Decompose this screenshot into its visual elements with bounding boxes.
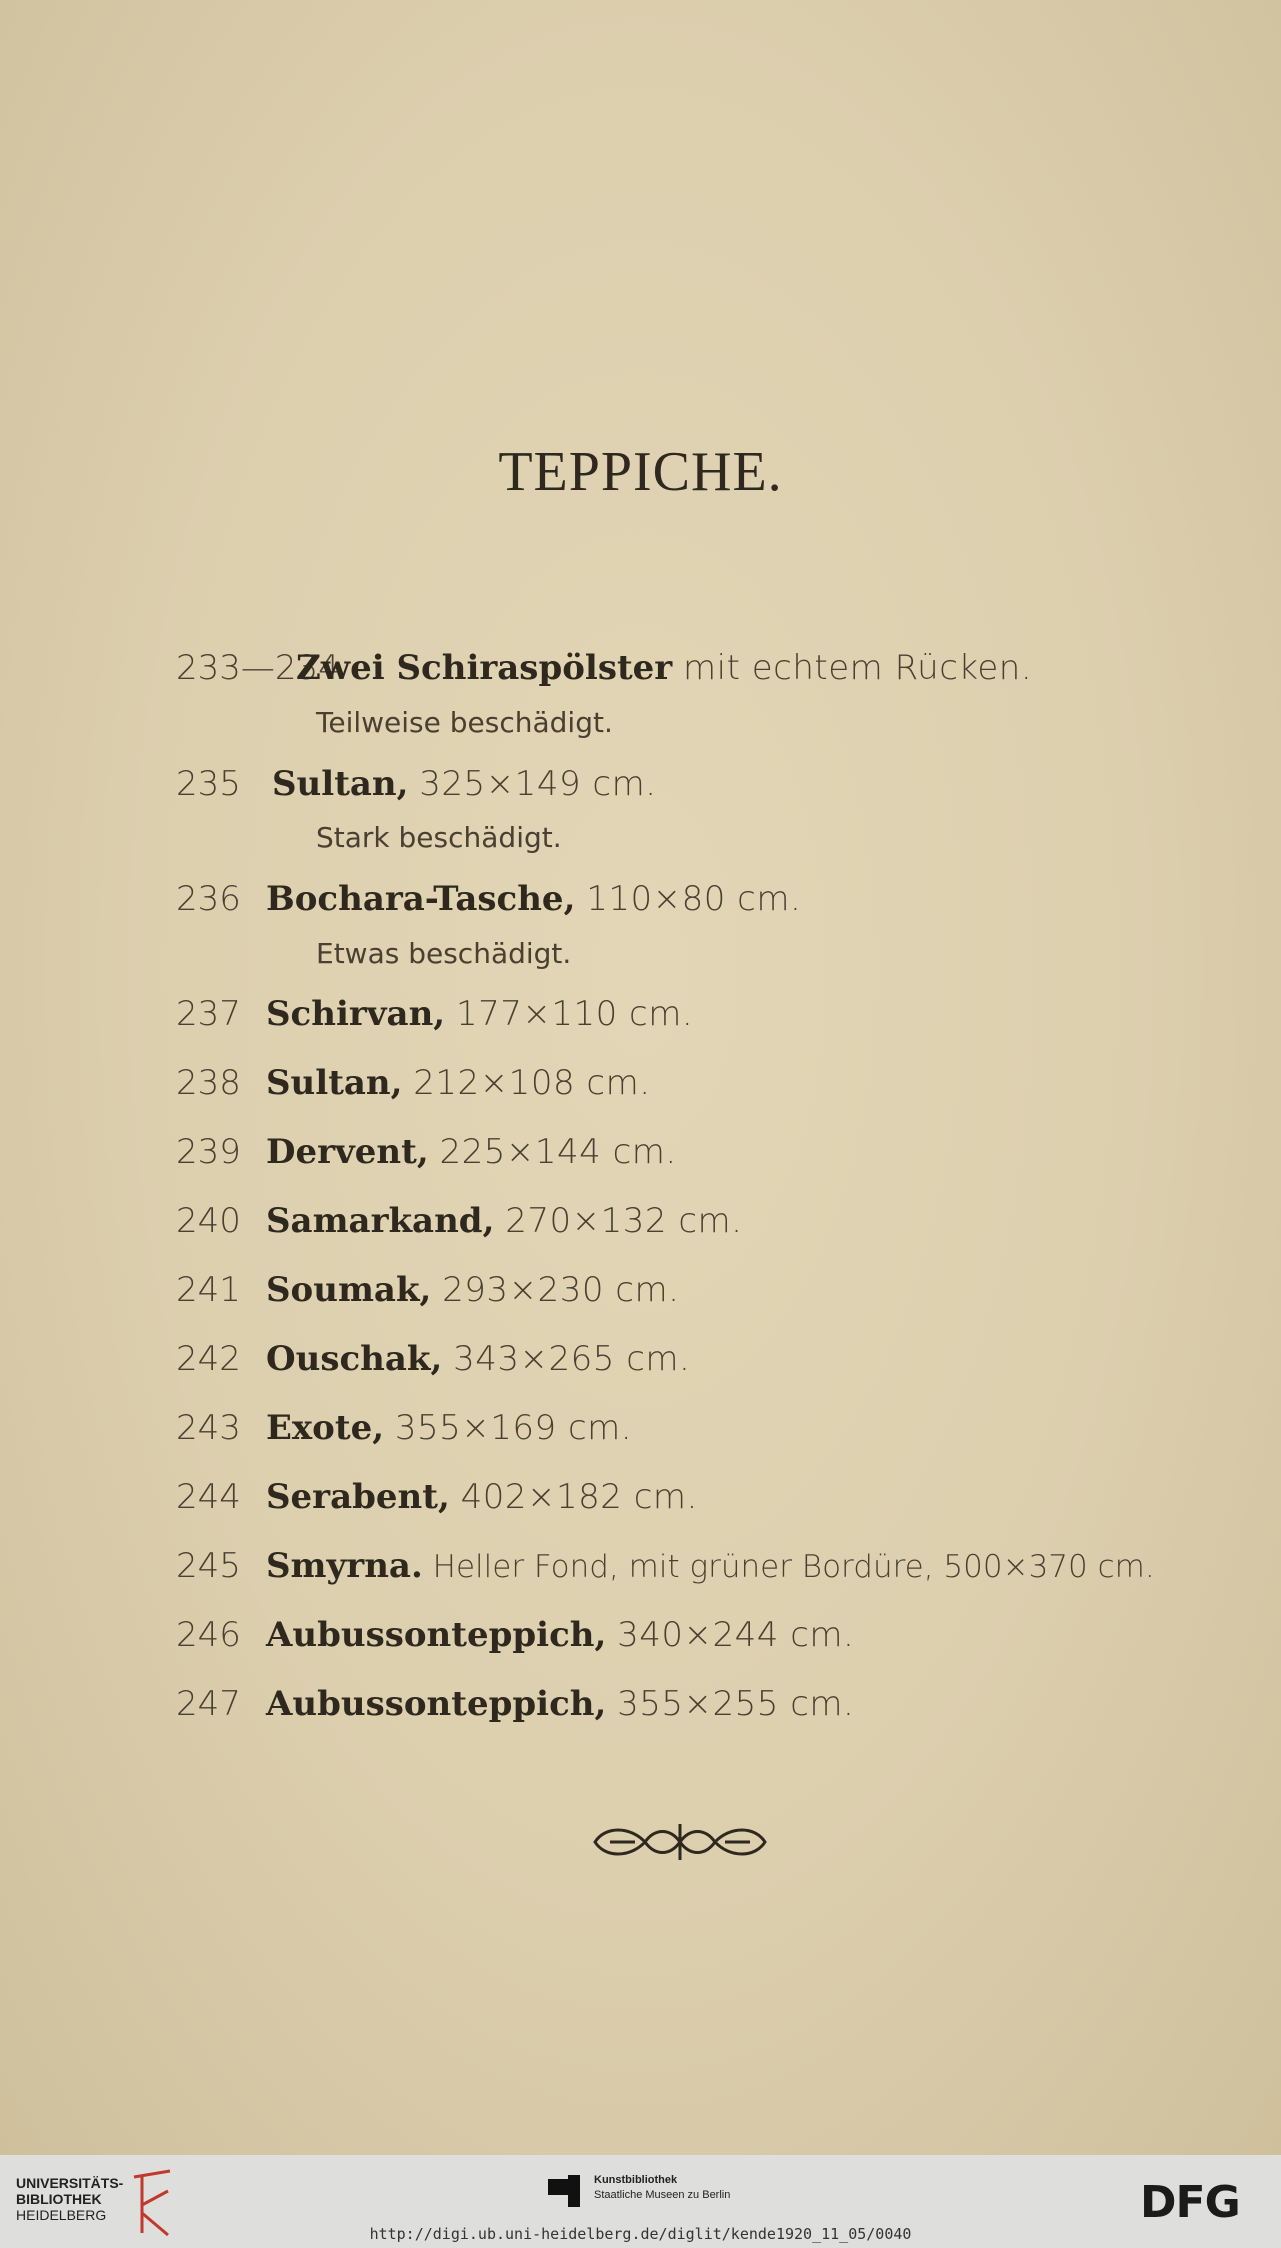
dfg-logo[interactable]: DFG <box>1140 2177 1240 2228</box>
page-title: TEPPICHE. <box>498 441 783 503</box>
lot-name: Smyrna. <box>266 1546 423 1586</box>
list-item <box>176 994 693 1034</box>
lot-number: 236 <box>176 879 241 919</box>
list-item <box>176 879 801 919</box>
lot-number: 235 <box>176 764 241 804</box>
lot-details: 355×169 cm. <box>394 1408 633 1448</box>
list-item <box>176 1615 854 1655</box>
lot-name: Exote, <box>266 1408 385 1448</box>
lot-number: 241 <box>176 1270 241 1310</box>
list-item <box>176 1684 854 1724</box>
list-item <box>176 1270 679 1310</box>
lot-name: Aubussonteppich, <box>266 1615 607 1655</box>
lot-details: 225×144 cm. <box>439 1132 677 1172</box>
lot-name: Bochara-Tasche, <box>266 879 576 919</box>
ub-line2: BIBLIOTHEK <box>16 2191 102 2207</box>
lot-note: Teilweise beschädigt. <box>316 706 613 739</box>
page-url[interactable]: http://digi.ub.uni-heidelberg.de/diglit/kende1920_11_05/0040 <box>369 2225 912 2243</box>
lot-details: 270×132 cm. <box>505 1201 743 1241</box>
lot-details: mit echtem Rücken. <box>683 648 1033 688</box>
ub-line3: HEIDELBERG <box>16 2207 107 2223</box>
lot-note: Stark beschädigt. <box>316 821 562 854</box>
kunstbibliothek-icon <box>546 2175 582 2207</box>
lot-name: Zwei Schiraspölster <box>296 648 673 688</box>
lot-number: 246 <box>176 1615 241 1655</box>
lot-details: 325×149 cm. <box>419 764 657 804</box>
lot-details: 340×244 cm. <box>617 1615 855 1655</box>
ub-heidelberg-logo[interactable] <box>16 2175 123 2223</box>
lot-number: 240 <box>176 1201 241 1241</box>
lot-number: 244 <box>176 1477 241 1517</box>
lot-name: Samarkand, <box>266 1201 495 1241</box>
lot-number: 242 <box>176 1339 241 1379</box>
lot-details: 212×108 cm. <box>413 1063 651 1103</box>
lot-name: Schirvan, <box>266 994 446 1034</box>
list-item <box>176 1408 632 1448</box>
lot-name: Ouschak, <box>266 1339 443 1379</box>
lot-details: Heller Fond, mit grüner Bordüre, 500×370 cm. <box>432 1549 1155 1585</box>
lot-number: 233—234 <box>176 648 340 688</box>
lot-number: 243 <box>176 1408 241 1448</box>
footer-bar <box>0 2155 1281 2248</box>
lot-number: 238 <box>176 1063 241 1103</box>
lot-details: 110×80 cm. <box>586 879 802 919</box>
kb-line2: Staatliche Museen zu Berlin <box>594 2189 731 2201</box>
lot-number: 239 <box>176 1132 241 1172</box>
list-item <box>176 1546 1155 1586</box>
list-item <box>176 1063 651 1103</box>
lot-name: Dervent, <box>266 1132 429 1172</box>
list-item <box>176 764 657 804</box>
lot-details: 402×182 cm. <box>460 1477 698 1517</box>
lot-number: 247 <box>176 1684 241 1724</box>
lot-details: 355×255 cm. <box>617 1684 855 1724</box>
list-item <box>176 1477 698 1517</box>
list-item <box>176 1339 690 1379</box>
kb-line1: Kunstbibliothek <box>594 2174 678 2186</box>
lot-details: 343×265 cm. <box>453 1339 691 1379</box>
lot-number: 237 <box>176 994 241 1034</box>
lot-number: 245 <box>176 1546 241 1586</box>
lot-details: 177×110 cm. <box>455 994 694 1034</box>
lot-name: Aubussonteppich, <box>266 1684 607 1724</box>
lot-name: Sultan, <box>266 1063 403 1103</box>
lot-name: Sultan, <box>272 764 409 804</box>
list-item <box>176 1201 742 1241</box>
ornament-icon <box>590 1818 770 1866</box>
lot-details: 293×230 cm. <box>442 1270 680 1310</box>
ub-line1: UNIVERSITÄTS- <box>16 2175 124 2191</box>
lot-name: Serabent, <box>266 1477 450 1517</box>
list-item <box>176 1132 677 1172</box>
list-item <box>176 648 1032 688</box>
lot-name: Soumak, <box>266 1270 432 1310</box>
lot-note: Etwas beschädigt. <box>316 937 572 970</box>
